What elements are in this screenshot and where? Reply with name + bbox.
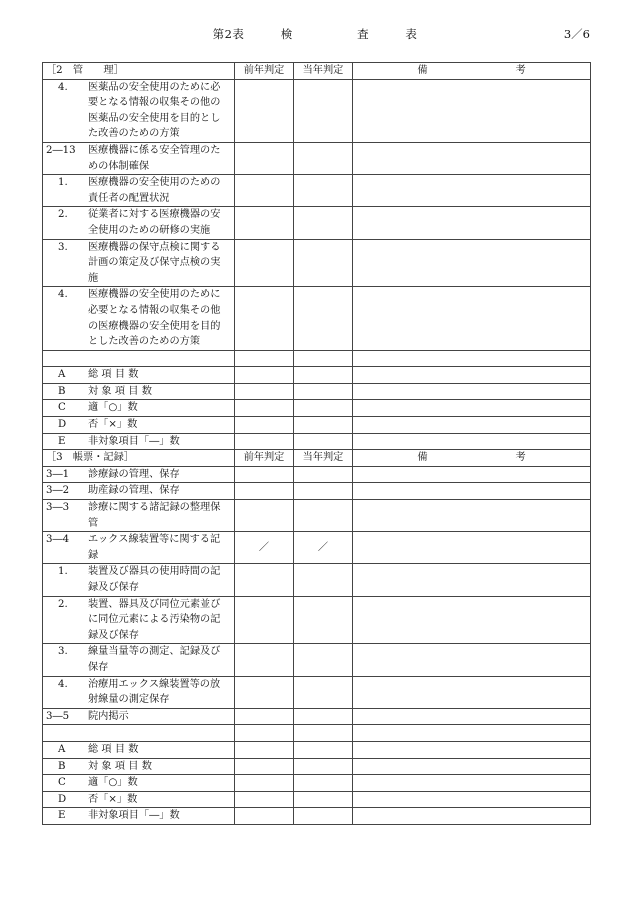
current-judgement-cell[interactable] (294, 239, 353, 287)
table-row (43, 142, 591, 174)
previous-judgement-cell[interactable] (235, 175, 294, 207)
section-title: ［2 管 理］ (43, 63, 235, 80)
summary-label: D (58, 419, 67, 431)
item-cell (43, 564, 235, 596)
item-text: 医薬品の安全使用のために必要となる情報の収集その他の医薬品の安全使用を目的とした改善のための方策 (88, 81, 221, 140)
item-text: 医療機器の安全使用のための責任者の配置状況 (88, 177, 221, 204)
item-text: 装置、器具及び同位元素並びに同位元素による汚染物の記録及び保存 (88, 598, 221, 641)
previous-judgement-cell[interactable] (235, 596, 294, 644)
summary-label: D (58, 793, 67, 805)
summary-label: E (58, 810, 66, 822)
item-text: 助産録の管理、保存 (88, 485, 180, 497)
item-number: 3―4 (46, 534, 70, 546)
title-table-number: 第2表 (212, 27, 245, 41)
item-cell (43, 596, 235, 644)
table-row (43, 500, 591, 532)
remarks-cell[interactable] (353, 564, 591, 596)
summary-label: B (58, 385, 66, 397)
previous-judgement-cell[interactable] (235, 676, 294, 708)
column-header-previous-judgement: 前年判定 (235, 63, 294, 80)
table-row (43, 564, 591, 596)
blank-row (43, 350, 591, 367)
current-judgement-cell[interactable] (294, 175, 353, 207)
summary-label: C (58, 777, 66, 789)
item-cell (43, 79, 235, 142)
previous-judgement-cell[interactable] (235, 483, 294, 500)
item-cell (43, 483, 235, 500)
page-header (0, 24, 630, 44)
item-text: 医療機器の保守点検に関する計画の策定及び保守点検の実施 (88, 241, 221, 284)
summary-text: 総 項 目 数 (88, 369, 139, 381)
remarks-cell[interactable] (353, 79, 591, 142)
section-header-row (43, 63, 591, 80)
table-row (43, 483, 591, 500)
summary-label: A (58, 369, 66, 381)
remarks-cell[interactable] (353, 175, 591, 207)
item-number: 3. (58, 241, 68, 253)
summary-label: B (58, 760, 66, 772)
table-row (43, 708, 591, 725)
item-cell (43, 142, 235, 174)
table-row (43, 676, 591, 708)
item-cell (43, 207, 235, 239)
summary-text: 適「○」数 (88, 777, 138, 789)
item-cell (43, 175, 235, 207)
previous-judgement-cell[interactable] (235, 207, 294, 239)
item-number: 3―5 (46, 710, 70, 722)
item-text: 治療用エックス線装置等の放射線量の測定保存 (88, 678, 221, 706)
summary-label: E (58, 435, 66, 447)
item-cell (43, 676, 235, 708)
current-judgement-cell[interactable] (294, 644, 353, 676)
summary-row-fail (43, 417, 591, 434)
item-cell (43, 287, 235, 350)
table-row (43, 644, 591, 676)
item-number: 2―13 (46, 144, 76, 156)
remarks-header-char-1: 備 (417, 65, 428, 76)
remarks-cell[interactable] (353, 142, 591, 174)
summary-row-not-applicable (43, 808, 591, 825)
column-header-current-judgement: 当年判定 (294, 63, 353, 80)
item-number: 1. (58, 177, 68, 189)
item-cell (43, 500, 235, 532)
current-judgement-cell[interactable] (294, 287, 353, 350)
item-number: 4. (58, 289, 68, 301)
previous-judgement-cell[interactable] (235, 500, 294, 532)
remarks-cell[interactable] (353, 532, 591, 564)
table-row (43, 287, 591, 350)
title-char-2: 査 (357, 27, 370, 41)
summary-label: C (58, 402, 66, 414)
remarks-cell[interactable] (353, 708, 591, 725)
previous-judgement-cell[interactable]: ／ (235, 532, 294, 564)
current-judgement-cell[interactable] (294, 708, 353, 725)
remarks-cell[interactable] (353, 676, 591, 708)
item-number: 2. (58, 209, 68, 221)
previous-judgement-cell[interactable] (235, 708, 294, 725)
remarks-cell[interactable] (353, 483, 591, 500)
item-text: 診療録の管理、保存 (88, 468, 180, 480)
previous-judgement-cell[interactable] (235, 79, 294, 142)
item-cell (43, 708, 235, 725)
item-text: 線量当量等の測定、記録及び保存 (88, 646, 221, 673)
remarks-cell[interactable] (353, 500, 591, 532)
section-header-row (43, 450, 591, 467)
current-judgement-cell[interactable]: ／ (294, 532, 353, 564)
blank-row (43, 725, 591, 742)
table-row (43, 239, 591, 287)
table-row (43, 175, 591, 207)
summary-row-fail (43, 791, 591, 808)
current-judgement-cell[interactable] (294, 79, 353, 142)
item-text: 装置及び器具の使用時間の記録及び保存 (88, 566, 221, 593)
remarks-cell[interactable] (353, 207, 591, 239)
title-char-1: 検 (280, 27, 293, 41)
summary-row-target (43, 383, 591, 400)
summary-row-total (43, 367, 591, 384)
summary-row-target (43, 758, 591, 775)
item-text: エックス線装置等に関する記録 (88, 534, 221, 561)
table-row (43, 466, 591, 483)
page-title (0, 26, 630, 42)
current-judgement-cell[interactable] (294, 483, 353, 500)
summary-row-pass (43, 775, 591, 792)
previous-judgement-cell[interactable] (235, 142, 294, 174)
item-text: 医療機器の安全使用のために必要となる情報の収集その他の医療機器の安全使用を目的とした改善のための方策 (88, 289, 221, 348)
item-cell (43, 532, 235, 564)
table-row (43, 532, 591, 564)
table-row (43, 596, 591, 644)
summary-text: 総 項 目 数 (88, 743, 139, 755)
current-judgement-cell[interactable] (294, 564, 353, 596)
current-judgement-cell[interactable] (294, 500, 353, 532)
item-text: 医療機器に係る安全管理のための体制確保 (88, 144, 221, 172)
summary-text: 非対象項目「―」数 (88, 810, 180, 822)
remarks-header-char-2: 考 (515, 452, 526, 464)
previous-judgement-cell[interactable] (235, 644, 294, 676)
item-number: 3―3 (46, 502, 70, 514)
current-judgement-cell[interactable] (294, 142, 353, 174)
inspection-table (42, 62, 591, 825)
table-row (43, 79, 591, 142)
item-cell (43, 466, 235, 483)
section-title: ［3 帳票・記録］ (43, 450, 235, 467)
remarks-cell[interactable] (353, 596, 591, 644)
current-judgement-cell[interactable] (294, 207, 353, 239)
column-header-remarks (353, 63, 591, 80)
summary-text: 否「×」数 (88, 793, 138, 805)
column-header-previous-judgement: 前年判定 (235, 450, 294, 467)
item-text: 診療に関する諸記録の整理保管 (88, 502, 221, 529)
summary-text: 対 象 項 目 数 (88, 385, 152, 397)
item-number: 4. (58, 678, 68, 690)
current-judgement-cell[interactable] (294, 676, 353, 708)
previous-judgement-cell[interactable] (235, 287, 294, 350)
summary-row-total (43, 741, 591, 758)
item-number: 2. (58, 598, 68, 610)
item-text: 従業者に対する医療機器の安全使用のための研修の実施 (88, 209, 221, 236)
previous-judgement-cell[interactable] (235, 564, 294, 596)
previous-judgement-cell[interactable] (235, 466, 294, 483)
item-number: 3. (58, 646, 68, 658)
remarks-cell[interactable] (353, 466, 591, 483)
item-number: 3―1 (46, 468, 70, 480)
item-number: 4. (58, 81, 68, 93)
summary-label: A (58, 743, 66, 755)
current-judgement-cell[interactable] (294, 596, 353, 644)
summary-text: 非対象項目「―」数 (88, 435, 180, 447)
remarks-cell[interactable] (353, 644, 591, 676)
summary-text: 否「×」数 (88, 419, 138, 431)
remarks-header-char-1: 備 (417, 452, 428, 464)
item-number: 1. (58, 566, 68, 578)
summary-row-pass (43, 400, 591, 417)
title-char-3: 表 (405, 27, 418, 41)
column-header-remarks (353, 450, 591, 467)
item-cell (43, 239, 235, 287)
page-number: 3／6 (563, 27, 590, 41)
item-number: 3―2 (46, 485, 70, 497)
item-cell (43, 644, 235, 676)
column-header-current-judgement: 当年判定 (294, 450, 353, 467)
remarks-header-char-2: 考 (515, 65, 526, 76)
summary-text: 対 象 項 目 数 (88, 760, 152, 772)
previous-judgement-cell[interactable] (235, 239, 294, 287)
remarks-cell[interactable] (353, 239, 591, 287)
remarks-cell[interactable] (353, 287, 591, 350)
table-row (43, 207, 591, 239)
item-text: 院内掲示 (88, 710, 129, 722)
summary-text: 適「○」数 (88, 402, 138, 414)
current-judgement-cell[interactable] (294, 466, 353, 483)
summary-row-not-applicable (43, 433, 591, 450)
